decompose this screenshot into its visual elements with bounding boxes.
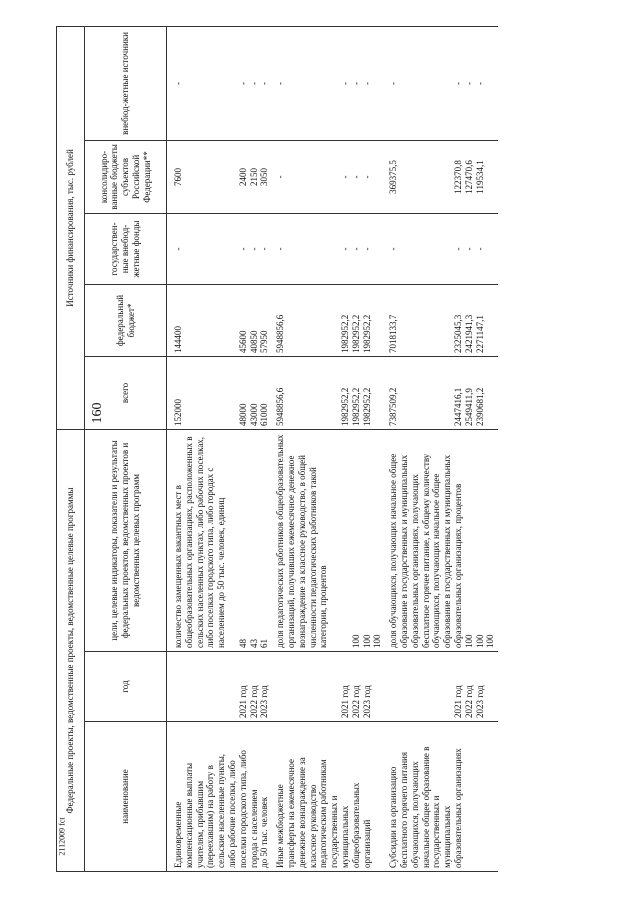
year-federal-value: 1982952,2: [339, 314, 350, 353]
program-name-line: образовательных организациях: [452, 748, 463, 868]
spacer: [399, 30, 410, 137]
spacer: [421, 30, 432, 137]
federal-cell: [272, 284, 385, 356]
year-state-funds-value: -: [361, 247, 372, 251]
spacer: [216, 360, 227, 426]
spacer: [216, 288, 227, 353]
program-name-line: муниципальных: [442, 805, 453, 868]
spacer: [275, 655, 286, 718]
spacer: [184, 360, 195, 426]
year-total-value: 43000: [248, 403, 259, 426]
year-total-value: 1982952,2: [361, 387, 372, 426]
state-funds-cell: [385, 213, 498, 284]
spacer: [431, 360, 442, 426]
spacer: [410, 30, 421, 137]
regional-value: 369375,5: [388, 160, 399, 194]
spacer: [329, 217, 340, 281]
spacer: [227, 30, 238, 137]
funding-header: Источники финансирования, тыс. рублей: [65, 149, 76, 307]
spacer: [399, 217, 410, 281]
program-name-line: муниципальных: [339, 805, 350, 868]
state-funds-value: -: [173, 247, 183, 251]
spacer: [286, 144, 297, 210]
program-name-line: поселки городского типа, либо: [237, 750, 248, 868]
year-label: 2021 год: [237, 685, 248, 718]
federal-value: 144400: [173, 325, 183, 353]
spacer: [205, 144, 216, 210]
year-label: 2023 год: [259, 685, 270, 718]
indicator-value: 43: [248, 639, 259, 648]
federal-value: 7018133,7: [388, 314, 399, 353]
spacer: [195, 217, 206, 281]
indicator-value: 100: [372, 634, 383, 648]
year-label: 2023 год: [361, 685, 372, 718]
indicator-value: 61: [259, 639, 270, 648]
year-federal-value: 2421941,3: [463, 314, 474, 353]
federal-cell: [385, 284, 498, 356]
program-name-line: трансферты на ежемесячное: [285, 758, 296, 868]
year-extra-value: -: [350, 81, 361, 85]
program-name-line: государственных и: [329, 795, 340, 868]
program-name-line: общеобразовательных: [350, 782, 361, 868]
year-regional-value: 122370,8: [452, 160, 463, 194]
year-federal-value: 40850: [248, 330, 259, 353]
spacer: [421, 655, 432, 718]
spacer: [173, 655, 184, 718]
spacer: [318, 30, 329, 137]
program-name-line: педагогическим работникам: [318, 759, 329, 868]
document-code: 2112009 fct: [57, 817, 67, 856]
year-state-funds-value: -: [350, 247, 361, 251]
program-name-line: Иные межбюджетные: [275, 784, 286, 868]
regional-value: -: [275, 175, 286, 179]
spacer: [442, 30, 453, 137]
indicator-value: 100: [361, 634, 372, 648]
spacer: [227, 144, 238, 210]
program-name-line: (переехавшим) на работу в: [205, 765, 216, 868]
spacer: [286, 288, 297, 353]
year-state-funds-value: -: [248, 247, 259, 251]
year-extra-value: -: [339, 81, 350, 85]
program-name-line: города с населением: [248, 789, 259, 868]
spacer: [442, 288, 453, 353]
spacer: [205, 30, 216, 137]
year-extra-value: -: [463, 81, 474, 85]
program-name-line: сельские населенные пункты,: [216, 753, 227, 868]
state-funds-cell: [167, 213, 273, 284]
year-label: 2022 год: [350, 685, 361, 718]
year-label: 2022 год: [463, 685, 474, 718]
spacer: [195, 144, 206, 210]
program-name-line: начальное общее образование в: [420, 746, 431, 868]
indicator-value: 100: [474, 634, 485, 648]
program-name-line: государственных и: [431, 795, 442, 868]
spacer: [297, 217, 308, 281]
spacer: [216, 217, 227, 281]
rotated-table-container: [56, 27, 611, 872]
goal-text: доля обучающихся, получающих начальное общее образование в государственных и муниципальных образовательных организациях, получающих бесплатное горячее питание, к общему количеству обучающихся, получающих начальное общее образование в государственных и муниципальных образовательных организациях, процентов: [388, 453, 463, 648]
col-total-header: всего: [85, 356, 167, 429]
year-regional-value: 3050: [259, 167, 270, 186]
table-body: [167, 26, 499, 871]
year-total-value: 61000: [259, 403, 270, 426]
year-label: 2023 год: [474, 685, 485, 718]
program-name-line: Субсидии на организацию: [388, 766, 399, 868]
year-extra-value: -: [259, 81, 270, 85]
program-name-line: денежное вознаграждение за: [296, 757, 307, 868]
spacer: [399, 288, 410, 353]
spacer: [431, 30, 442, 137]
program-name-line: до 50 тыс. человек: [259, 796, 270, 868]
year-extra-value: -: [452, 81, 463, 85]
year-regional-value: -: [339, 175, 350, 179]
spacer: [399, 360, 410, 426]
year-regional-value: 2400: [237, 167, 248, 186]
year-extra-value: -: [361, 81, 372, 85]
regional-cell: [167, 140, 273, 213]
spacer: [431, 217, 442, 281]
goal-cell: [167, 429, 273, 651]
spacer: [227, 655, 238, 718]
spacer: [308, 360, 319, 426]
spacer: [308, 288, 319, 353]
year-total-value: 2549411,9: [463, 388, 474, 426]
year-cell: [167, 652, 273, 722]
col-federal-header: федеральный бюджет*: [85, 284, 167, 356]
extra-cell: [167, 26, 273, 140]
spacer: [410, 360, 421, 426]
year-label: 2022 год: [248, 685, 259, 718]
goal-cell: [272, 429, 385, 651]
total-value: 5948856,6: [275, 387, 286, 426]
spacer: [227, 288, 238, 353]
year-total-value: 1982952,2: [339, 387, 350, 426]
year-federal-value: 2271147,1: [474, 315, 485, 353]
goal-text: доля педагогических работников общеобразовательных организаций, получивших ежемесячное денежное вознаграждение за классное руководство, в общей численности педагогических работников такой категории, процентов: [275, 434, 329, 648]
spacer: [329, 360, 340, 426]
year-label: 2021 год: [452, 685, 463, 718]
year-regional-value: -: [361, 175, 372, 179]
spacer: [184, 30, 195, 137]
spacer: [184, 288, 195, 353]
col-name-header: наименование: [85, 722, 167, 872]
regional-cell: [385, 140, 498, 213]
program-name-line: организаций: [361, 819, 372, 868]
year-state-funds-value: -: [237, 247, 248, 251]
spacer: [329, 433, 340, 648]
indicator-value: 100: [350, 634, 361, 648]
extra-cell: [385, 26, 498, 140]
spacer: [318, 288, 329, 353]
spacer: [297, 144, 308, 210]
spacer: [442, 217, 453, 281]
program-name-line: классное руководство: [307, 784, 318, 868]
year-total-value: 2390681,2: [474, 387, 485, 426]
spacer: [205, 288, 216, 353]
state-funds-value: -: [388, 247, 399, 251]
spacer: [431, 655, 442, 718]
col-regional-header: консолидиро-ванные бюджеты субъектов Российской Федерации**: [85, 140, 167, 213]
program-name-cell: [167, 722, 273, 872]
goal-text: количество замещенных вакантных мест в общеобразовательных организациях, расположенных в сельских населенных пунктах, либо рабочих поселках, либо поселках городского типа, либо городах с населением до 50 тыс. человек, единиц: [173, 436, 227, 648]
spacer: [286, 360, 297, 426]
year-federal-value: 1982952,2: [361, 314, 372, 353]
spacer: [410, 288, 421, 353]
extra-value: -: [173, 81, 183, 85]
spacer: [308, 217, 319, 281]
indicator-value: 100: [463, 634, 474, 648]
year-federal-value: 1982952,2: [350, 314, 361, 353]
spacer: [286, 217, 297, 281]
spacer: [318, 360, 329, 426]
funding-header-cell: [57, 26, 85, 429]
spacer: [286, 655, 297, 718]
page-number: 160: [90, 402, 105, 424]
program-funding-table: [56, 26, 498, 872]
total-value: 7387509,2: [388, 387, 399, 426]
group-header: Федеральные проекты, ведомственные проекты, ведомственные целевые программы: [65, 487, 76, 814]
col-goal-header: цели, целевые индикаторы, показатели и результаты федеральных проектов, ведомственных проектов и ведомственных целевых программ: [85, 429, 167, 651]
spacer: [410, 144, 421, 210]
year-state-funds-value: -: [339, 247, 350, 251]
spacer: [308, 30, 319, 137]
indicator-value: 100: [485, 634, 496, 648]
col-state-funds-header: государствен-ные внебюд-жетные фонды: [85, 213, 167, 284]
extra-cell: [272, 26, 385, 140]
total-cell: [385, 356, 498, 429]
spacer: [216, 655, 227, 718]
spacer: [329, 30, 340, 137]
regional-cell: [272, 140, 385, 213]
spacer: [297, 655, 308, 718]
table-row: [385, 26, 498, 871]
spacer: [329, 655, 340, 718]
spacer: [227, 433, 238, 648]
year-total-value: 48000: [237, 403, 248, 426]
spacer: [297, 288, 308, 353]
spacer: [195, 655, 206, 718]
spacer: [421, 144, 432, 210]
spacer: [205, 217, 216, 281]
year-state-funds-value: -: [452, 247, 463, 251]
spacer: [442, 360, 453, 426]
extra-value: -: [275, 81, 286, 85]
total-cell: [167, 356, 273, 429]
year-regional-value: 119534,1: [474, 160, 485, 194]
spacer: [184, 217, 195, 281]
spacer: [205, 655, 216, 718]
state-funds-value: -: [275, 247, 286, 251]
indicator-value: 48: [237, 639, 248, 648]
year-state-funds-value: -: [259, 247, 270, 251]
spacer: [195, 288, 206, 353]
spacer: [195, 30, 206, 137]
spacer: [205, 360, 216, 426]
program-name-line: учителям, прибывшим: [194, 780, 205, 868]
spacer: [340, 433, 351, 648]
program-name-line: бесплатного горячего питания: [398, 752, 409, 868]
spacer: [308, 655, 319, 718]
spacer: [442, 655, 453, 718]
program-name-line: либо рабочие поселки, либо: [226, 760, 237, 868]
year-extra-value: -: [474, 81, 485, 85]
spacer: [297, 30, 308, 137]
spacer: [421, 288, 432, 353]
spacer: [388, 655, 399, 718]
year-label: 2021 год: [339, 685, 350, 718]
spacer: [431, 288, 442, 353]
spacer: [410, 655, 421, 718]
regional-value: 7600: [173, 167, 183, 186]
year-cell: [272, 652, 385, 722]
spacer: [431, 144, 442, 210]
program-name-cell: [272, 722, 385, 872]
spacer: [329, 288, 340, 353]
program-name-line: Единовременные: [173, 801, 183, 868]
year-federal-value: 2325045,3: [452, 314, 463, 353]
table-row: [272, 26, 385, 871]
spacer: [297, 360, 308, 426]
spacer: [442, 144, 453, 210]
spacer: [421, 217, 432, 281]
spacer: [410, 217, 421, 281]
program-name-line: компенсационные выплаты: [183, 762, 194, 868]
table-row: [167, 26, 273, 871]
spacer: [399, 144, 410, 210]
spacer: [318, 655, 329, 718]
col-extra-header: внебюд-жетные источники: [85, 26, 167, 140]
spacer: [227, 217, 238, 281]
spacer: [286, 30, 297, 137]
year-total-value: 1982952,2: [350, 387, 361, 426]
year-extra-value: -: [237, 81, 248, 85]
spacer: [184, 655, 195, 718]
year-regional-value: 2150: [248, 167, 259, 186]
spacer: [184, 144, 195, 210]
spacer: [308, 144, 319, 210]
year-state-funds-value: -: [474, 247, 485, 251]
year-regional-value: 127470,6: [463, 160, 474, 194]
program-name-line: обучающихся, получающих: [409, 761, 420, 868]
spacer: [399, 655, 410, 718]
total-cell: [272, 356, 385, 429]
program-name-cell: [385, 722, 498, 872]
total-value: 152000: [173, 398, 183, 426]
spacer: [318, 217, 329, 281]
spacer: [195, 360, 206, 426]
spacer: [216, 30, 227, 137]
year-cell: [385, 652, 498, 722]
spacer: [216, 144, 227, 210]
group-header-cell: [57, 429, 85, 871]
year-extra-value: -: [248, 81, 259, 85]
spacer: [227, 360, 238, 426]
year-state-funds-value: -: [463, 247, 474, 251]
year-total-value: 2447416,1: [452, 387, 463, 426]
goal-cell: [385, 429, 498, 651]
col-year-header: год: [85, 652, 167, 722]
federal-cell: [167, 284, 273, 356]
year-federal-value: 57950: [259, 330, 270, 353]
state-funds-cell: [272, 213, 385, 284]
extra-value: -: [388, 81, 399, 85]
spacer: [318, 144, 329, 210]
spacer: [421, 360, 432, 426]
spacer: [329, 144, 340, 210]
federal-value: 5948856,6: [275, 314, 286, 353]
year-federal-value: 45600: [237, 330, 248, 353]
year-regional-value: -: [350, 175, 361, 179]
